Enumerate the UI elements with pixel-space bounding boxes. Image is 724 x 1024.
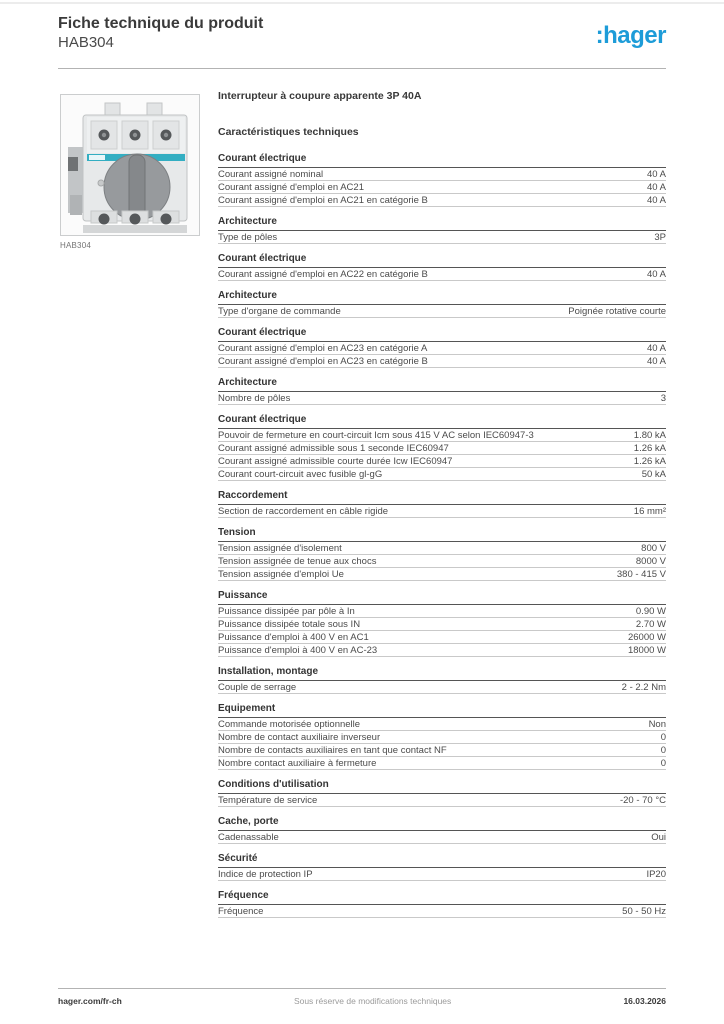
spec-section-rows [218, 305, 666, 318]
spec-section [218, 153, 666, 207]
page-top-edge [0, 2, 724, 4]
spec-row [218, 681, 666, 694]
spec-row-label: Nombre de contact auxiliaire inverseur [218, 731, 381, 743]
spec-row-value: 40 A [646, 194, 666, 206]
spec-row-label: Puissance d'emploi à 400 V en AC-23 [218, 644, 378, 656]
spec-section-title: Courant électrique [218, 153, 666, 168]
product-image-panel [60, 94, 200, 250]
spec-row-value: Poignée rotative courte [568, 305, 666, 317]
spec-row-value: Oui [651, 831, 666, 843]
spec-section [218, 779, 666, 807]
spec-row [218, 268, 666, 281]
spec-row-label: Nombre contact auxiliaire à fermeture [218, 757, 377, 769]
spec-row [218, 505, 666, 518]
spec-section-rows [218, 342, 666, 368]
spec-row-label: Courant assigné admissible courte durée Icw IEC60947 [218, 455, 453, 467]
spec-section [218, 590, 666, 657]
product-name: Interrupteur à coupure apparente 3P 40A [218, 90, 422, 102]
spec-section [218, 216, 666, 244]
spec-row-value: 1.26 kA [633, 442, 666, 454]
spec-row-value: 26000 W [627, 631, 666, 643]
spec-row-value: -20 - 70 °C [619, 794, 666, 806]
spec-row-label: Tension assignée de tenue aux chocs [218, 555, 377, 567]
rotary-switch-photo-icon [61, 95, 200, 236]
spec-row [218, 757, 666, 770]
footer-disclaimer: Sous réserve de modifications techniques [293, 996, 452, 1006]
spec-row-value: 0 [660, 744, 666, 756]
spec-row [218, 568, 666, 581]
spec-row-value: 3 [660, 392, 666, 404]
spec-section-title: Courant électrique [218, 253, 666, 268]
spec-row [218, 868, 666, 881]
spec-row-value: 40 A [646, 342, 666, 354]
spec-row [218, 392, 666, 405]
spec-row-label: Fréquence [218, 905, 264, 917]
spec-row-label: Type de pôles [218, 231, 278, 243]
spec-section [218, 703, 666, 770]
spec-row-label: Tension assignée d'isolement [218, 542, 342, 554]
spec-row-value: 0 [660, 757, 666, 769]
product-image-box [60, 94, 200, 236]
spec-section [218, 816, 666, 844]
spec-row-value: 40 A [646, 355, 666, 367]
spec-section-title: Architecture [218, 216, 666, 231]
spec-row-label: Puissance d'emploi à 400 V en AC1 [218, 631, 369, 643]
spec-section-rows [218, 392, 666, 405]
page-footer [58, 996, 666, 1006]
spec-section-rows [218, 231, 666, 244]
spec-row-value: 800 V [641, 542, 666, 554]
footer-divider [58, 988, 666, 989]
spec-row-label: Température de service [218, 794, 318, 806]
spec-row-label: Courant assigné admissible sous 1 seconde IEC60947 [218, 442, 449, 454]
spec-section-title: Courant électrique [218, 414, 666, 429]
spec-section [218, 666, 666, 694]
spec-row-value: 0.90 W [635, 605, 666, 617]
spec-row [218, 455, 666, 468]
spec-row [218, 194, 666, 207]
spec-section-rows [218, 905, 666, 918]
spec-section [218, 327, 666, 368]
spec-section-title: Courant électrique [218, 327, 666, 342]
spec-row-value: Non [648, 718, 666, 730]
spec-row-value: 40 A [646, 168, 666, 180]
spec-section [218, 290, 666, 318]
spec-row-label: Courant court-circuit avec fusible gl-gG [218, 468, 383, 480]
spec-section-title: Cache, porte [218, 816, 666, 831]
spec-row-label: Puissance dissipée par pôle à In [218, 605, 355, 617]
spec-section [218, 377, 666, 405]
spec-section-title: Architecture [218, 290, 666, 305]
spec-section [218, 253, 666, 281]
spec-row-label: Couple de serrage [218, 681, 297, 693]
spec-row-label: Cadenassable [218, 831, 279, 843]
spec-section [218, 890, 666, 918]
spec-row [218, 905, 666, 918]
spec-row [218, 555, 666, 568]
spec-row-label: Nombre de contacts auxiliaires en tant que contact NF [218, 744, 447, 756]
spec-section [218, 414, 666, 481]
spec-row-value: IP20 [646, 868, 666, 880]
spec-row-label: Puissance dissipée totale sous IN [218, 618, 361, 630]
spec-row [218, 794, 666, 807]
spec-section-rows [218, 505, 666, 518]
spec-row-label: Nombre de pôles [218, 392, 291, 404]
spec-row-value: 0 [660, 731, 666, 743]
spec-section-title: Equipement [218, 703, 666, 718]
spec-row-value: 1.26 kA [633, 455, 666, 467]
spec-row [218, 605, 666, 618]
spec-section-title: Installation, montage [218, 666, 666, 681]
spec-section-rows [218, 268, 666, 281]
spec-row-value: 50 - 50 Hz [622, 905, 666, 917]
spec-row-label: Courant assigné nominal [218, 168, 324, 180]
spec-content [218, 90, 666, 927]
spec-row-value: 16 mm² [633, 505, 666, 517]
spec-section-rows [218, 605, 666, 657]
spec-row-value: 1.80 kA [633, 429, 666, 441]
spec-section-rows [218, 429, 666, 481]
spec-section-rows [218, 542, 666, 581]
spec-row [218, 168, 666, 181]
spec-section-title: Puissance [218, 590, 666, 605]
spec-section-rows [218, 718, 666, 770]
spec-row [218, 718, 666, 731]
spec-row [218, 644, 666, 657]
page-title: Fiche technique du produit [58, 15, 264, 32]
hager-logo: :hager [595, 22, 666, 49]
spec-row [218, 618, 666, 631]
spec-section-title: Conditions d'utilisation [218, 779, 666, 794]
spec-row [218, 744, 666, 757]
spec-row [218, 429, 666, 442]
spec-row-value: 50 kA [641, 468, 666, 480]
spec-row [218, 542, 666, 555]
spec-section [218, 490, 666, 518]
spec-row-value: 3P [654, 231, 666, 243]
spec-row [218, 631, 666, 644]
spec-row [218, 181, 666, 194]
spec-row [218, 231, 666, 244]
product-image-caption: HAB304 [60, 241, 91, 250]
spec-row-label: Tension assignée d'emploi Ue [218, 568, 344, 580]
spec-section-title: Raccordement [218, 490, 666, 505]
spec-sections [218, 153, 666, 918]
spec-row-label: Indice de protection IP [218, 868, 313, 880]
spec-row-label: Courant assigné d'emploi en AC23 en catégorie B [218, 355, 428, 367]
spec-row [218, 731, 666, 744]
spec-row-value: 380 - 415 V [616, 568, 666, 580]
spec-section-rows [218, 681, 666, 694]
website-link[interactable]: hager.com/fr-ch [58, 996, 122, 1006]
spec-row [218, 342, 666, 355]
spec-row-label: Courant assigné d'emploi en AC21 en catégorie B [218, 194, 428, 206]
spec-section [218, 853, 666, 881]
spec-row-label: Commande motorisée optionnelle [218, 718, 361, 730]
spec-row-value: 2.70 W [635, 618, 666, 630]
spec-row-label: Pouvoir de fermeture en court-circuit Icm sous 415 V AC selon IEC60947-3 [218, 429, 534, 441]
spec-row [218, 442, 666, 455]
spec-section-title: Fréquence [218, 890, 666, 905]
spec-section [218, 527, 666, 581]
spec-row-label: Courant assigné d'emploi en AC21 [218, 181, 364, 193]
characteristics-heading: Caractéristiques techniques [218, 126, 359, 138]
spec-section-title: Sécurité [218, 853, 666, 868]
page-header [58, 14, 666, 52]
spec-row-value: 8000 V [635, 555, 666, 567]
footer-date: 16.03.2026 [623, 996, 666, 1006]
spec-row-label: Section de raccordement en câble rigide [218, 505, 389, 517]
spec-row-value: 40 A [646, 181, 666, 193]
spec-row-value: 18000 W [627, 644, 666, 656]
spec-row-value: 2 - 2.2 Nm [621, 681, 666, 693]
spec-row [218, 305, 666, 318]
spec-row-label: Courant assigné d'emploi en AC23 en catégorie A [218, 342, 428, 354]
spec-section-rows [218, 794, 666, 807]
header-divider [58, 68, 666, 69]
spec-section-title: Tension [218, 527, 666, 542]
spec-section-title: Architecture [218, 377, 666, 392]
header-product-code: HAB304 [58, 34, 114, 51]
spec-row-label: Courant assigné d'emploi en AC22 en catégorie B [218, 268, 428, 280]
spec-row-value: 40 A [646, 268, 666, 280]
spec-row [218, 831, 666, 844]
spec-row [218, 355, 666, 368]
spec-row [218, 468, 666, 481]
spec-section-rows [218, 868, 666, 881]
spec-section-rows [218, 831, 666, 844]
spec-section-rows [218, 168, 666, 207]
spec-row-label: Type d'organe de commande [218, 305, 341, 317]
